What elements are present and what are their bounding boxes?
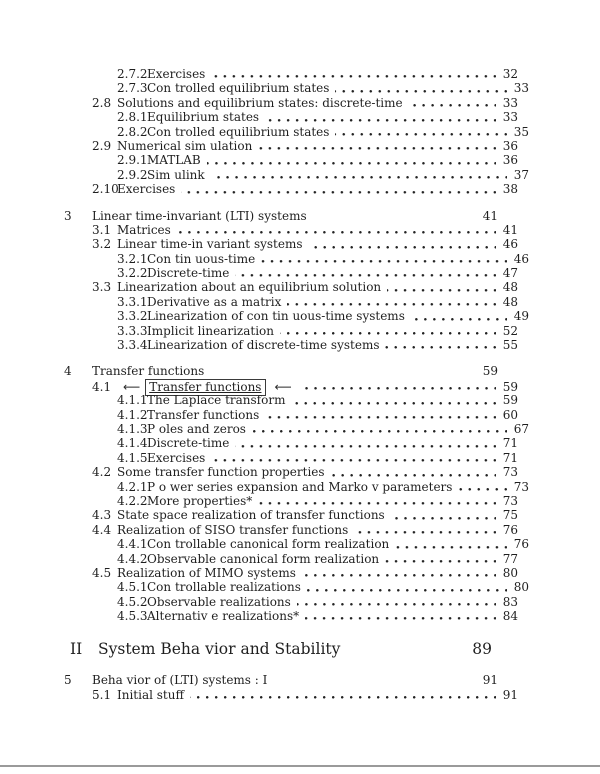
entry-number: 4.4.1	[117, 537, 148, 552]
toc-entry-4.4.1[interactable]	[64, 537, 529, 552]
entry-title: MATLAB	[147, 153, 201, 168]
dot-leader	[411, 309, 507, 323]
left-arrow-icon: ⟵	[274, 379, 292, 394]
entry-title: Alternativ e realizations*	[147, 609, 300, 624]
dot-leader	[258, 139, 496, 153]
toc-entry-4.4.2[interactable]	[64, 552, 518, 566]
dot-leader	[297, 595, 496, 609]
entry-title: Discrete-time	[147, 436, 230, 451]
entry-page-number: 47	[502, 266, 518, 281]
entry-number: 3.2.1	[117, 251, 148, 266]
entry-page-number: 77	[502, 551, 518, 566]
toc-entry-4.4[interactable]	[64, 523, 518, 537]
entry-number: 4.5.1	[117, 580, 148, 595]
entry-title: Linearization of discrete-time systems	[147, 338, 380, 353]
entry-number: 3.2	[92, 237, 112, 252]
toc-entry-2.10[interactable]	[64, 182, 518, 196]
entry-page-number: 80	[513, 580, 529, 595]
table-of-contents	[64, 67, 529, 702]
entry-title: The Laplace transform	[147, 393, 286, 408]
entry-title: Discrete-time	[147, 266, 230, 281]
entry-title: Realization of SISO transfer functions	[117, 522, 349, 537]
entry-title: Linear time-invariant (LTI) systems	[92, 208, 307, 223]
dot-leader	[211, 451, 496, 465]
entry-page-number: 35	[513, 124, 529, 139]
entry-page-number: 73	[502, 493, 518, 508]
entry-title: Some transfer function properties	[117, 465, 325, 480]
entry-page-number: 76	[513, 537, 529, 552]
entry-page-number: 89	[472, 640, 492, 659]
entry-number: 2.8.2	[117, 124, 148, 139]
toc-entry-II[interactable]	[64, 639, 518, 661]
toc-entry-4.1.5[interactable]	[64, 451, 518, 465]
entry-title: Observable realizations	[147, 594, 291, 609]
entry-number: 4.1.1	[117, 393, 148, 408]
dot-leader	[354, 523, 496, 537]
entry-title: System Beha vior and Stability	[98, 640, 341, 659]
dot-leader	[395, 537, 507, 551]
dot-leader	[207, 153, 496, 167]
entry-number: 4.5	[92, 565, 112, 580]
entry-page-number: 48	[502, 280, 518, 295]
entry-page-number: 38	[502, 182, 518, 197]
entry-page-number: 33	[513, 81, 529, 96]
toc-entry-2.9.2[interactable]	[64, 167, 529, 182]
entry-number: 4.1.4	[117, 436, 148, 451]
entry-page-number: 80	[502, 565, 518, 580]
entry-page-number: 59	[482, 364, 498, 379]
entry-page-number: 71	[502, 450, 518, 465]
entry-number: 2.7.3	[117, 81, 148, 96]
dot-leader	[302, 566, 496, 580]
dot-leader	[458, 480, 507, 494]
entry-title: Beha vior of (LTI) systems : I	[92, 673, 268, 688]
entry-number: 4.1	[92, 379, 112, 394]
entry-title: Exercises	[147, 67, 206, 81]
entry-title: Solutions and equilibrium states: discrete-time	[117, 95, 403, 110]
entry-page-number: 36	[502, 138, 518, 153]
entry-page-number: 76	[502, 522, 518, 537]
entry-page-number: 71	[502, 436, 518, 451]
dot-leader	[385, 552, 496, 566]
left-arrow-icon: ⟵	[123, 379, 141, 394]
entry-page-number: 48	[502, 294, 518, 309]
entry-title: P o wer series expansion and Marko v parameters	[147, 479, 453, 494]
entry-page-number: 60	[502, 407, 518, 422]
entry-title: Transfer functions	[149, 379, 262, 394]
dot-leader	[177, 223, 496, 237]
toc-entry-4.5.3[interactable]	[64, 609, 518, 623]
dot-leader	[331, 465, 496, 479]
entry-title: Sim ulink	[147, 167, 205, 182]
entry-number: 3.1	[92, 222, 112, 237]
toc-entry-3.2.2[interactable]	[64, 266, 518, 280]
entry-number: 2.9.2	[117, 167, 148, 182]
entry-number: 4.2	[92, 465, 112, 480]
dot-leader	[211, 168, 507, 182]
entry-page-number: 46	[513, 251, 529, 266]
toc-entry-3.2.1[interactable]	[64, 251, 529, 266]
dot-leader	[265, 110, 496, 124]
toc-entry-4.3[interactable]	[64, 508, 518, 522]
entry-title: Linearization about an equilibrium solution	[117, 280, 382, 295]
toc-entry-5[interactable]	[64, 673, 518, 687]
toc-entry-4.1.4[interactable]	[64, 436, 518, 450]
entry-page-number: 59	[502, 379, 518, 394]
dot-leader	[387, 280, 496, 294]
dot-leader	[346, 639, 470, 661]
entry-number: 2.8	[92, 95, 112, 110]
toc-entry-3.3.4[interactable]	[64, 338, 518, 352]
entry-number: 4	[64, 364, 72, 379]
entry-number: 5.1	[92, 687, 112, 702]
entry-title: Con trollable canonical form realization	[147, 537, 390, 552]
entry-title: More properties*	[147, 493, 253, 508]
entry-title: Numerical sim ulation	[117, 138, 253, 153]
toc-entry-2.7.2[interactable]	[64, 67, 518, 81]
entry-title: Linearization of con tin uous-time systems	[147, 309, 405, 324]
toc-entry-4.2.2[interactable]	[64, 494, 518, 508]
toc-entry-4.2.1[interactable]	[64, 479, 529, 494]
entry-number: 4.1.5	[117, 450, 148, 465]
entry-page-number: 46	[502, 237, 518, 252]
dot-leader	[301, 379, 496, 393]
entry-title: Con tin uous-time	[147, 251, 256, 266]
entry-number: 4.5.2	[117, 594, 148, 609]
entry-number: 2.9.1	[117, 153, 148, 168]
entry-number: 4.1.3	[117, 421, 148, 436]
dot-leader	[309, 237, 496, 251]
toc-entry-3.2[interactable]	[64, 237, 518, 251]
dot-leader	[265, 408, 496, 422]
dot-leader	[409, 96, 496, 110]
entry-number: 4.4	[92, 522, 112, 537]
toc-entry-2.9.1[interactable]	[64, 153, 518, 167]
dot-leader	[211, 67, 496, 81]
entry-page-number: 73	[513, 479, 529, 494]
toc-entry-2.8.1[interactable]	[64, 110, 518, 124]
dot-leader	[258, 494, 496, 508]
toc-entry-4.5.1[interactable]	[64, 580, 529, 595]
entry-page-number: 91	[502, 687, 518, 702]
entry-title: Con trollable realizations	[147, 580, 301, 595]
entry-page-number: 36	[502, 153, 518, 168]
entry-title: P oles and zeros	[147, 421, 246, 436]
entry-title: Observable canonical form realization	[147, 551, 380, 566]
toc-entry-2.8[interactable]	[64, 96, 518, 110]
dot-leader	[181, 182, 496, 196]
dot-leader	[335, 81, 507, 95]
toc-entry-3.3.1[interactable]	[64, 295, 518, 309]
toc-entry-5.1[interactable]	[64, 688, 518, 702]
dot-leader	[280, 324, 496, 338]
toc-entry-4.1.3[interactable]	[64, 421, 529, 436]
toc-entry-2.7.3[interactable]	[64, 81, 529, 96]
entry-page-number: 55	[502, 338, 518, 353]
entry-page-number: 91	[482, 673, 498, 688]
entry-page-number: 83	[502, 594, 518, 609]
entry-number: 3.3.1	[117, 294, 148, 309]
dot-leader	[313, 209, 476, 223]
entry-page-number: 41	[482, 208, 498, 223]
toc-entry-2.9[interactable]	[64, 139, 518, 153]
toc-entry-2.8.2[interactable]	[64, 124, 529, 139]
toc-entry-3.3[interactable]	[64, 280, 518, 294]
dot-leader	[273, 673, 476, 687]
entry-title: Matrices	[117, 222, 171, 237]
toc-entry-4.1.1[interactable]	[64, 393, 518, 407]
dot-leader	[335, 125, 507, 139]
toc-entry-4.5.2[interactable]	[64, 595, 518, 609]
toc-entry-4.2[interactable]	[64, 465, 518, 479]
entry-title: Con trolled equilibrium states	[147, 81, 330, 96]
toc-entry-4.1.2[interactable]	[64, 408, 518, 422]
toc-entry-3[interactable]	[64, 209, 518, 223]
entry-page-number: 67	[513, 421, 529, 436]
toc-entry-3.3.2[interactable]	[64, 309, 529, 324]
entry-page-number: 73	[502, 465, 518, 480]
dot-leader	[291, 393, 496, 407]
dot-leader	[385, 338, 496, 352]
entry-number: 2.9	[92, 138, 112, 153]
entry-number: 2.8.1	[117, 110, 148, 125]
entry-page-number: 52	[502, 323, 518, 338]
entry-number: 4.5.3	[117, 609, 148, 624]
dot-leader	[287, 295, 496, 309]
toc-entry-3.3.3[interactable]	[64, 324, 518, 338]
entry-number: 4.2.1	[117, 479, 148, 494]
entry-number: 4.2.2	[117, 493, 148, 508]
entry-page-number: 33	[502, 110, 518, 125]
entry-title: Derivative as a matrix	[147, 294, 282, 309]
entry-title: Implicit linearization	[147, 323, 274, 338]
entry-title: Con trolled equilibrium states	[147, 124, 330, 139]
entry-page-number: 41	[502, 222, 518, 237]
entry-title: Exercises	[147, 450, 206, 465]
toc-entry-4.1[interactable]	[64, 379, 518, 393]
entry-number: 4.1.2	[117, 407, 148, 422]
entry-title: Transfer functions	[147, 407, 260, 422]
entry-number: 2.7.2	[117, 67, 148, 81]
entry-page-number: 33	[502, 95, 518, 110]
toc-entry-4.5[interactable]	[64, 566, 518, 580]
entry-page-number: 75	[502, 508, 518, 523]
entry-page-number: 59	[502, 393, 518, 408]
toc-entry-3.1[interactable]	[64, 223, 518, 237]
entry-title: Exercises	[117, 182, 176, 197]
entry-title: State space realization of transfer functions	[117, 508, 385, 523]
entry-title: Linear time-in variant systems	[117, 237, 303, 252]
page-bottom-border	[0, 765, 600, 767]
dot-leader	[261, 252, 507, 266]
entry-number: 3.2.2	[117, 266, 148, 281]
entry-number: 3.3.2	[117, 309, 148, 324]
entry-title: Transfer functions	[92, 364, 205, 379]
dot-leader	[235, 266, 496, 280]
dot-leader	[190, 688, 496, 702]
entry-number: 3	[64, 208, 72, 223]
dot-leader	[391, 508, 496, 522]
entry-number: 3.3	[92, 280, 112, 295]
entry-number: 3.3.3	[117, 323, 148, 338]
entry-page-number: 49	[513, 309, 529, 324]
entry-number: 5	[64, 673, 72, 688]
entry-number: II	[70, 640, 83, 659]
entry-number: 3.3.4	[117, 338, 148, 353]
entry-page-number: 84	[502, 609, 518, 624]
dot-leader	[252, 422, 507, 436]
toc-entry-4[interactable]	[64, 364, 518, 378]
dot-leader	[210, 364, 476, 378]
entry-title: Realization of MIMO systems	[117, 565, 296, 580]
entry-title: Initial stuff	[117, 687, 185, 702]
entry-number: 2.10	[92, 182, 119, 197]
entry-title: Equilibrium states	[147, 110, 260, 125]
dot-leader	[305, 609, 496, 623]
dot-leader	[235, 436, 496, 450]
dot-leader	[307, 580, 507, 594]
entry-page-number: 37	[513, 167, 529, 182]
entry-number: 4.4.2	[117, 551, 148, 566]
entry-number: 4.3	[92, 508, 112, 523]
entry-page-number: 32	[502, 67, 518, 81]
